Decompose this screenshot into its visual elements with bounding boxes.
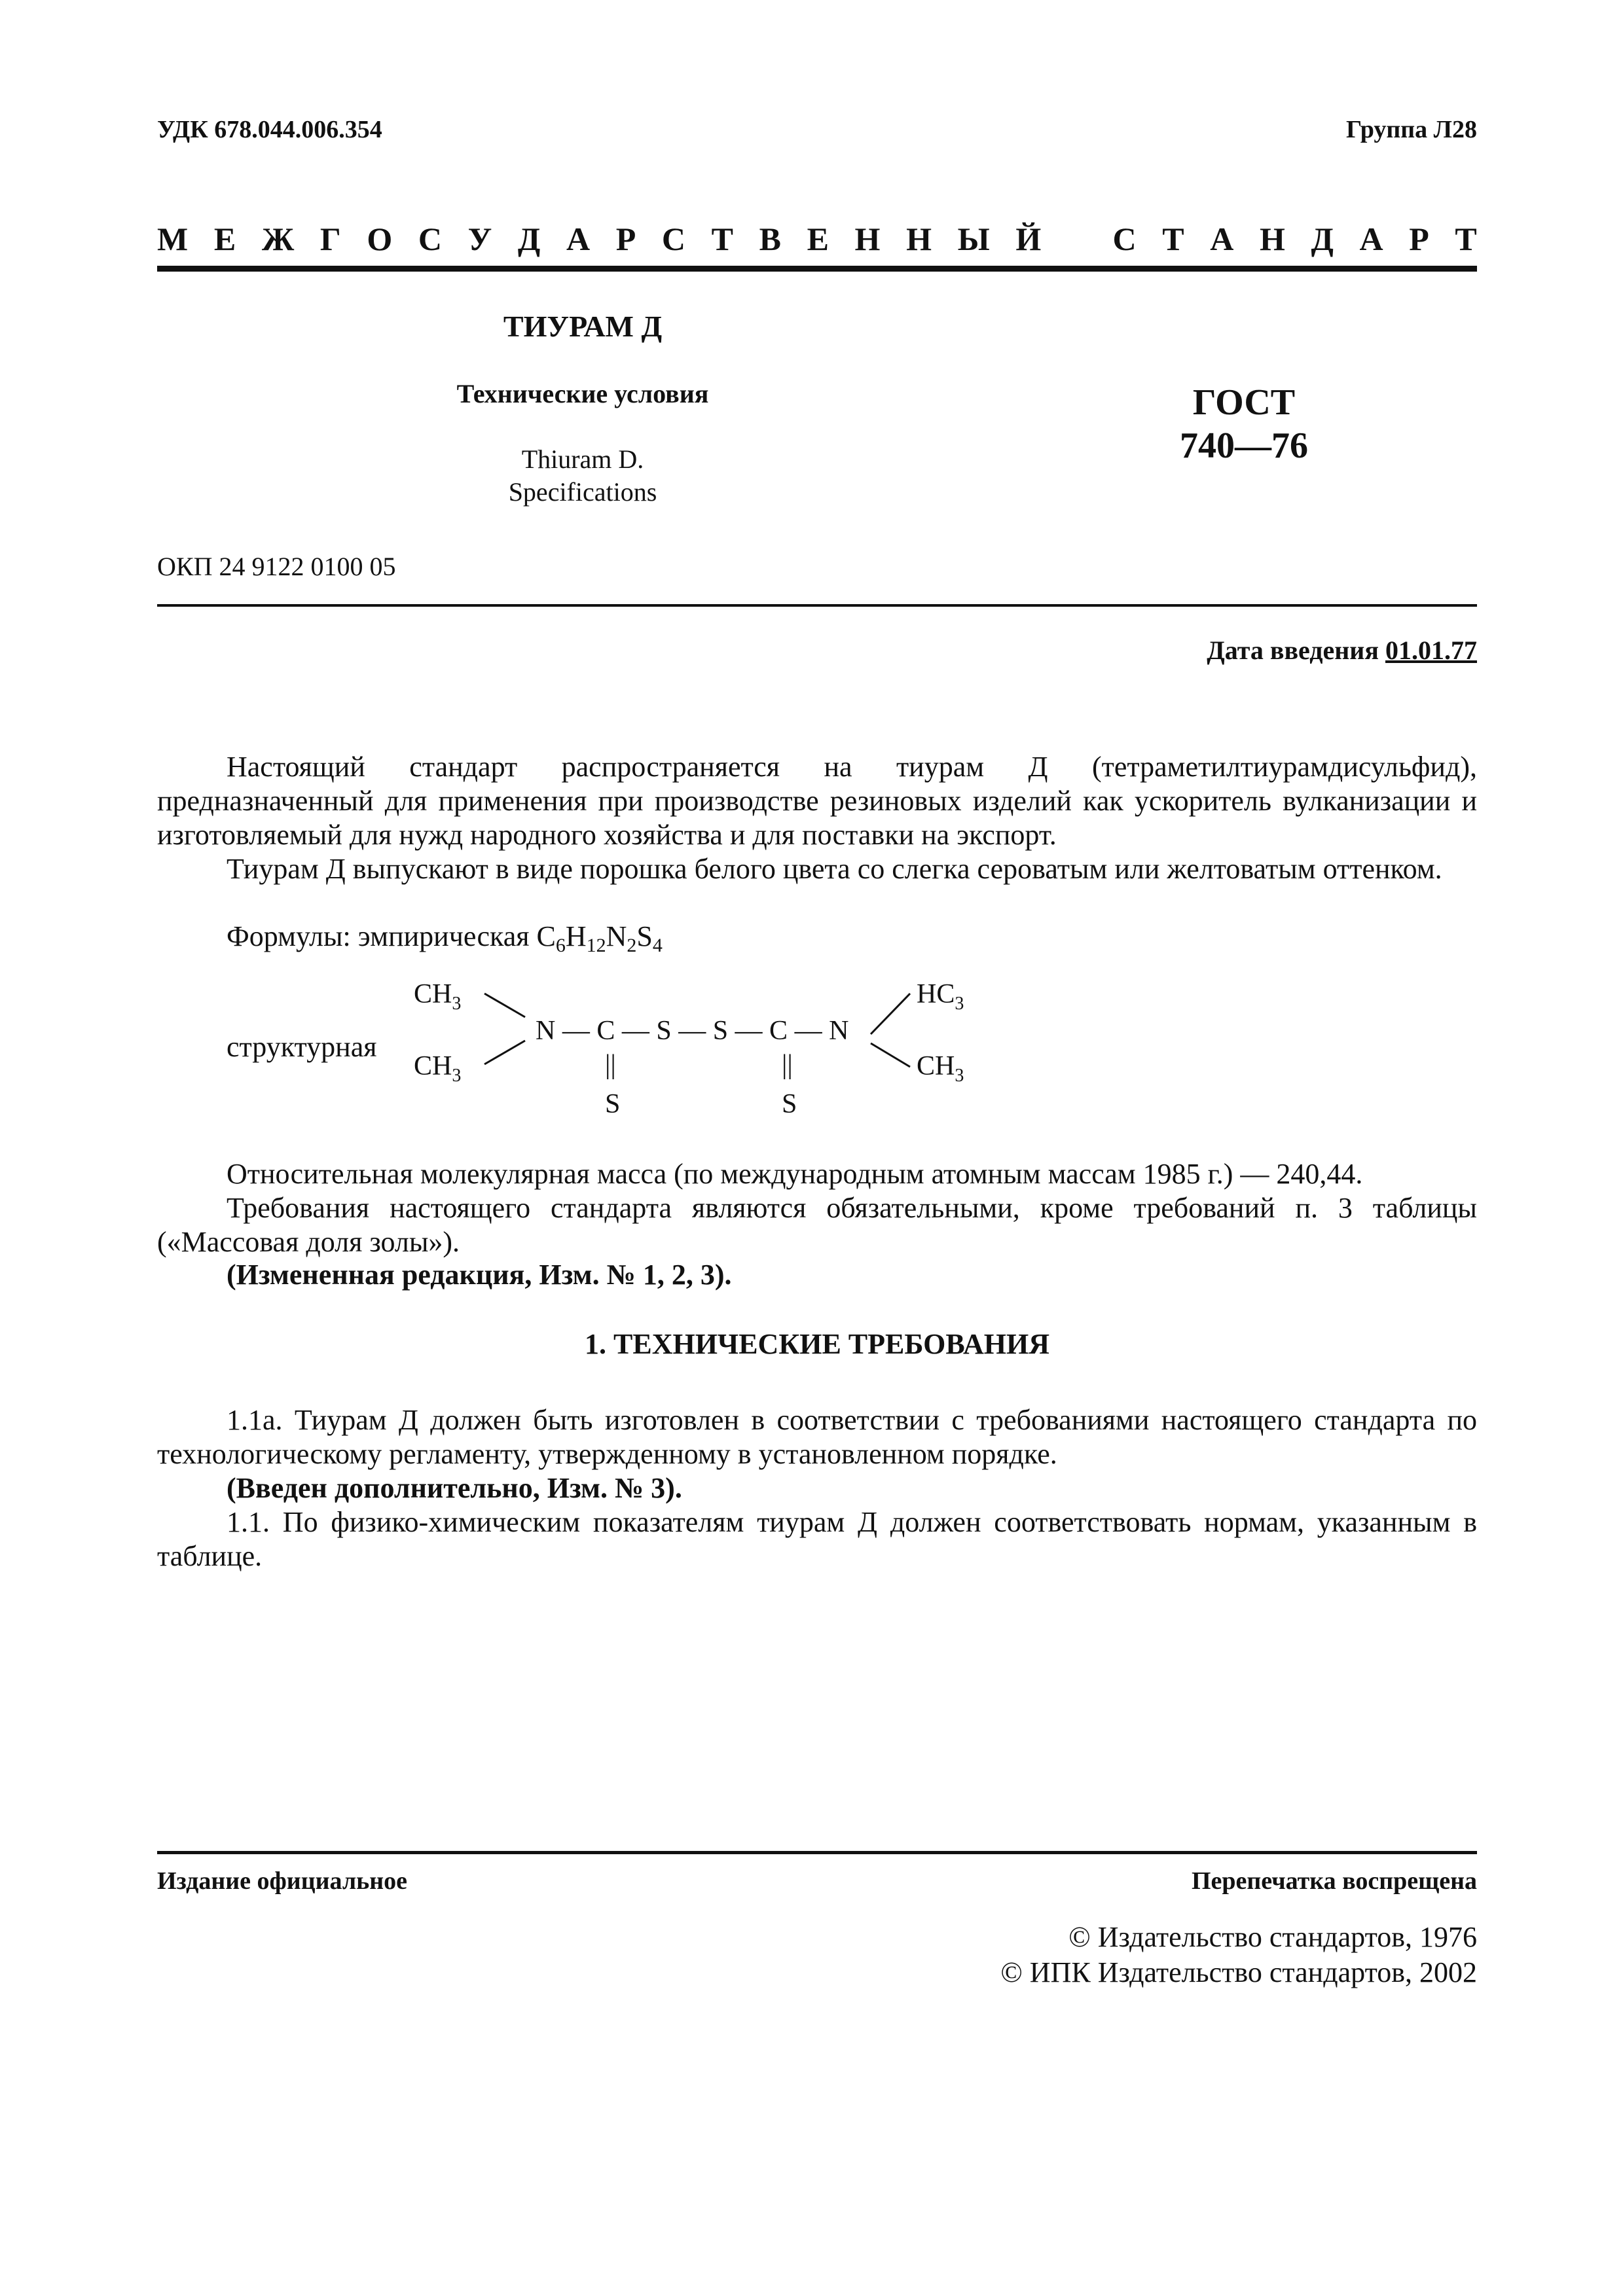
chain-n-c-s-s-c-n: N — C — S — S — C — N xyxy=(536,1016,849,1046)
banner-letter: Ж xyxy=(261,221,295,257)
bond-top-left xyxy=(484,994,525,1017)
gost-code: 740—76 xyxy=(1180,425,1308,466)
banner-letter: Д xyxy=(517,221,541,257)
document-title: ТИУРАМ Д xyxy=(503,310,663,343)
banner-gap xyxy=(1067,220,1087,258)
group-code: Группа Л28 xyxy=(1345,116,1477,143)
empirical-formula-value: $C_6H_{12}N_2S_4$ xyxy=(536,920,663,956)
sulfur-right: S xyxy=(782,1089,797,1119)
clause-1-1a-note: (Введен дополнительно, Изм. № 3). xyxy=(227,1472,682,1504)
sulfur-left: S xyxy=(605,1089,621,1119)
banner-letter: У xyxy=(467,221,492,257)
copyright-2002: © ИПК Издательство стандартов, 2002 xyxy=(1000,1956,1477,1988)
scope-paragraph: Настоящий стандарт распространяется на тиурам Д (тетраметилтиурамдисульфид), предназначенный для применения при производстве резиновых изделий как ускоритель вулканизации и изготовляемый для нужд народного хозяйства и для поставки на экспорт. xyxy=(157,751,1477,851)
official-edition-note: Издание официальное xyxy=(157,1867,408,1895)
banner-letter: Р xyxy=(615,221,636,257)
double-bond-left: || xyxy=(605,1050,616,1080)
banner-letter: Е xyxy=(807,221,829,257)
banner-letter: С xyxy=(661,221,685,257)
methyl-group-top-right: $HC_3$ xyxy=(917,979,964,1014)
mandatory-requirements-paragraph: Требования настоящего стандарта являются обязательными, кроме требований п. 3 таблицы («Массовая доля золы»). xyxy=(157,1192,1477,1258)
methyl-group-top-left: $CH_3$ xyxy=(414,979,462,1014)
english-title: Thiuram D. xyxy=(521,444,644,474)
banner-letter: А xyxy=(1210,221,1234,257)
clause-1-1a: 1.1а. Тиурам Д должен быть изготовлен в соответствии с требованиями настоящего стандарта по технологическому регламенту, утвержденному в установленном порядке. xyxy=(157,1404,1477,1470)
banner-letter: Г xyxy=(319,221,341,257)
amendment-note: (Измененная редакция, Изм. № 1, 2, 3). xyxy=(227,1259,732,1291)
bond-bottom-left xyxy=(484,1041,525,1064)
introduction-date-value: 01.01.77 xyxy=(1385,636,1477,665)
introduction-date-label: Дата введения xyxy=(1207,636,1379,665)
formula-label: Формулы: эмпирическая xyxy=(227,920,530,952)
section-title: 1. ТЕХНИЧЕСКИЕ ТРЕБОВАНИЯ xyxy=(585,1328,1049,1360)
banner-letter: Н xyxy=(1259,221,1285,257)
banner-letter: Н xyxy=(854,221,881,257)
structural-formula-diagram xyxy=(157,975,1074,1139)
structural-label: структурная xyxy=(227,1031,377,1063)
clause-1-1: 1.1. По физико-химическим показателям тиурам Д должен соответствовать нормам, указанным в таблице. xyxy=(157,1506,1477,1572)
banner-letter: М xyxy=(157,221,189,257)
banner-rule xyxy=(157,266,1477,272)
banner-letter: Р xyxy=(1409,221,1429,257)
structural-formula xyxy=(157,975,1074,1139)
banner-letter: Е xyxy=(213,221,236,257)
banner-letter: А xyxy=(1359,221,1383,257)
banner-letter: Й xyxy=(1015,221,1042,257)
gost-label: ГОСТ xyxy=(1192,382,1296,423)
banner-letter: С xyxy=(418,221,442,257)
footer-rule xyxy=(157,1851,1477,1854)
interstate-standard-banner xyxy=(157,220,1477,258)
banner-letter: Т xyxy=(1455,221,1477,257)
banner-letter: Ы xyxy=(957,221,990,257)
banner-letter: Д xyxy=(1311,221,1334,257)
banner-letter: А xyxy=(566,221,591,257)
document-subtitle: Технические условия xyxy=(456,379,709,408)
banner-letter: Н xyxy=(906,221,932,257)
methyl-group-bottom-right: $CH_3$ xyxy=(917,1051,964,1086)
gost-number xyxy=(1113,381,1375,467)
bond-bottom-right xyxy=(871,1043,910,1067)
udk-code: УДК 678.044.006.354 xyxy=(157,116,382,143)
reprint-prohibited-note: Перепечатка воспрещена xyxy=(1191,1867,1477,1895)
introduction-date xyxy=(1207,635,1477,666)
english-subtitle: Specifications xyxy=(508,477,657,507)
empirical-formula xyxy=(157,920,1477,954)
okp-rule xyxy=(157,604,1477,607)
banner-letter: Т xyxy=(711,221,733,257)
banner-letter: С xyxy=(1112,221,1137,257)
banner-letter: О xyxy=(367,221,393,257)
methyl-group-bottom-left: $CH_3$ xyxy=(414,1051,462,1086)
banner-letter: Т xyxy=(1162,221,1184,257)
banner-letter: В xyxy=(759,221,781,257)
okp-code: ОКП 24 9122 0100 05 xyxy=(157,552,396,581)
bond-top-right xyxy=(871,994,910,1034)
molecular-mass-paragraph: Относительная молекулярная масса (по международным атомным массам 1985 г.) — 240,44. xyxy=(227,1158,1363,1190)
appearance-paragraph: Тиурам Д выпускают в виде порошка белого цвета со слегка сероватым или желтоватым оттенком. xyxy=(227,853,1442,885)
copyright-1976: © Издательство стандартов, 1976 xyxy=(1068,1921,1477,1953)
double-bond-right: || xyxy=(782,1050,793,1080)
